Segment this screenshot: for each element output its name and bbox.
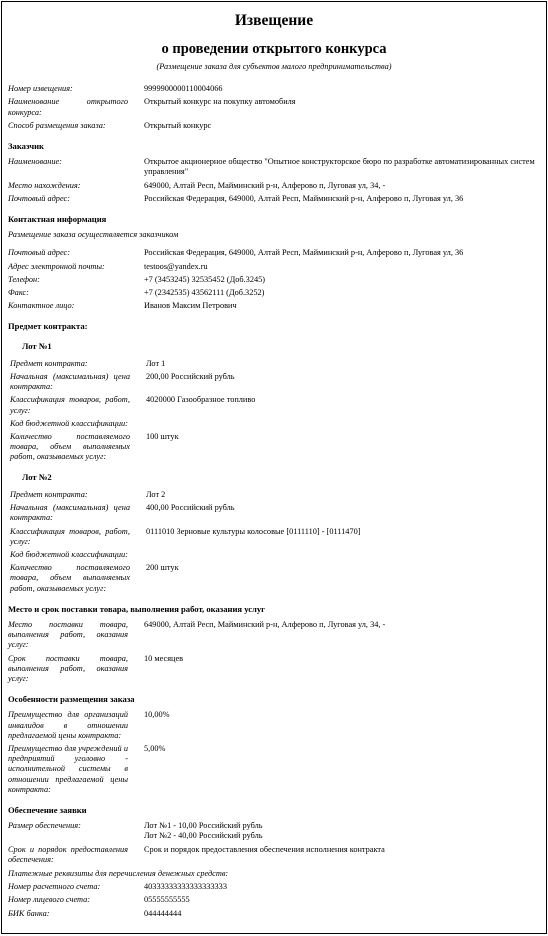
- field-label: Начальная (максимальная) цена контракта:: [10, 503, 130, 523]
- field-label: Телефон:: [8, 274, 40, 284]
- field-row-notice-number: [8, 84, 540, 94]
- field-label: Преимущество для организаций инвалидов в отношении предлагаемой цены контракта:: [8, 710, 128, 740]
- section-heading-delivery: Место и срок поставки товара, выполнения работ, оказания услуг: [8, 603, 266, 614]
- field-label: Способ размещения заказа:: [8, 120, 106, 130]
- field-row-customer-location: [8, 181, 540, 191]
- lot-1-price-row: [8, 372, 540, 392]
- field-label: Наименование:: [8, 157, 62, 167]
- field-row-delivery-term: [8, 654, 540, 685]
- payment-details-note: Платежные реквизиты для перечисления денежных средств:: [8, 868, 229, 878]
- document-title-line2: о проведении открытого конкурса: [161, 41, 387, 57]
- field-label: Факс:: [8, 288, 29, 298]
- security-size-line: Лот №1 - 10,00 Российский рубль: [144, 821, 263, 831]
- field-row-penal-preference: [8, 744, 540, 795]
- field-value: Открытый конкурс на покупку автомобиля: [144, 97, 296, 107]
- field-row-customer-postal: [8, 194, 540, 204]
- field-value: 9999900000110004066: [144, 84, 223, 94]
- field-label: Начальная (максимальная) цена контракта:: [10, 372, 130, 392]
- field-value: 044444444: [144, 908, 182, 918]
- lot-2-heading: Лот №2: [22, 471, 52, 482]
- field-label: Количество поставляемого товара, объем выполняемых работ, оказываемых услуг:: [10, 563, 130, 593]
- lot-2-subject-row: [8, 490, 540, 500]
- field-row-personal-account: [8, 895, 540, 905]
- field-value: Лот 1: [146, 358, 166, 368]
- field-value: [146, 419, 540, 429]
- field-label: Преимущество для учреждений и предприятий уголовно - исполнительной системы в отношении предлагаемой цены контракта:: [8, 743, 128, 794]
- field-label: Номер извещения:: [8, 84, 73, 94]
- field-label: Предмет контракта:: [10, 358, 88, 368]
- field-row-contact-phone: [8, 275, 540, 285]
- lot-1-subject-row: [8, 359, 540, 369]
- field-row-delivery-place: [8, 620, 540, 651]
- document-title: Извещение: [234, 12, 314, 29]
- lot-2-price-row: [8, 503, 540, 523]
- field-value: 4020000 Газообразное топливо: [146, 395, 256, 405]
- field-label: Классификация товаров, работ, услуг:: [10, 395, 130, 415]
- field-value: 100 штук: [146, 432, 179, 442]
- lot-1-quantity-row: [8, 432, 540, 463]
- field-label: Наименование открытого конкурса:: [8, 97, 128, 117]
- field-label: Срок и порядок предоставления обеспечения:: [8, 844, 128, 864]
- field-value: Срок и порядок предоставления обеспечения исполнения контракта: [144, 844, 385, 854]
- field-value: 649000, Алтай Респ, Майминский р-н, Алферово п, Луговая ул, 34, -: [144, 180, 386, 190]
- lot-1-budget-code-row: [8, 419, 540, 429]
- field-value: Российская Федерация, 649000, Алтай Респ, Майминский р-н, Алферово п, Луговая ул, 36: [144, 193, 464, 203]
- field-row-contact-postal: [8, 248, 540, 258]
- field-label: Номер лицевого счета:: [8, 895, 91, 905]
- field-value: 0111010 Зерновые культуры колосовые [0111110] - [0111470]: [146, 526, 361, 536]
- lot-2-budget-code-row: [8, 550, 540, 560]
- field-row-security-order: [8, 845, 540, 865]
- field-label: Место нахождения:: [8, 180, 81, 190]
- field-value: Российская Федерация, 649000, Алтай Респ, Майминский р-н, Алферово п, Луговая ул, 36: [144, 248, 464, 258]
- field-label: БИК банка:: [8, 908, 50, 918]
- field-row-contact-email: [8, 262, 540, 272]
- field-value: +7 (2342535) 43562111 (Доб.3252): [144, 288, 265, 298]
- section-heading-features: Особенности размещения заказа: [8, 694, 135, 705]
- field-value: 05555555555: [144, 895, 190, 905]
- field-label: Номер расчетного счета:: [8, 882, 101, 892]
- field-value: Открытый конкурс: [144, 120, 212, 130]
- field-value: [146, 550, 540, 560]
- field-value: 649000, Алтай Респ, Майминский р-н, Алферово п, Луговая ул, 34, -: [144, 619, 386, 629]
- field-label: Срок поставки товара, выполнения работ, оказания услуг:: [8, 653, 128, 683]
- field-value: Лот 2: [146, 489, 166, 499]
- section-heading-security: Обеспечение заявки: [8, 804, 87, 815]
- field-row-security-size: [8, 821, 540, 841]
- lot-1-classification-row: [8, 395, 540, 415]
- field-label: Адрес электронной почты:: [8, 261, 105, 271]
- lot-2-quantity-row: [8, 563, 540, 594]
- section-heading-contact: Контактная информация: [8, 214, 107, 225]
- section-heading-subject: Предмет контракта:: [8, 321, 88, 332]
- field-label: Предмет контракта:: [10, 489, 88, 499]
- field-row-contest-name: [8, 97, 540, 117]
- field-value: 10 месяцев: [144, 653, 184, 663]
- field-row-customer-name: [8, 157, 540, 177]
- field-row-placement-method: [8, 121, 540, 131]
- contact-note: Размещение заказа осуществляется заказчиком: [8, 230, 179, 240]
- field-label: Классификация товаров, работ, услуг:: [10, 526, 130, 546]
- field-label: Код бюджетной классификации:: [10, 549, 128, 559]
- field-label: Место поставки товара, выполнения работ, оказания услуг:: [8, 619, 128, 650]
- field-row-contact-person: [8, 301, 540, 311]
- notice-document: [1, 1, 547, 934]
- security-size-line: Лот №2 - 40,00 Российский рубль: [144, 831, 263, 841]
- field-value: 400,00 Российский рубль: [146, 503, 235, 513]
- field-value: 200,00 Российский рубль: [146, 372, 235, 382]
- field-label: Количество поставляемого товара, объем выполняемых работ, оказываемых услуг:: [10, 432, 130, 462]
- field-value: 200 штук: [146, 563, 179, 573]
- field-label: Контактное лицо:: [8, 301, 75, 311]
- lot-2-classification-row: [8, 527, 540, 547]
- lot-1-heading: Лот №1: [22, 340, 52, 351]
- field-row-bank-bik: [8, 909, 540, 919]
- field-label: Код бюджетной классификации:: [10, 418, 128, 428]
- field-value: 10,00%: [144, 710, 170, 720]
- field-value: +7 (3453245) 32535452 (Доб.3245): [144, 274, 266, 284]
- document-subtitle: (Размещение заказа для субъектов малого предпринимательства): [156, 62, 392, 71]
- field-label: Размер обеспечения:: [8, 821, 81, 831]
- section-heading-customer: Заказчик: [8, 141, 44, 152]
- field-row-settlement-account: [8, 882, 540, 892]
- field-value: 5,00%: [144, 743, 166, 753]
- field-row-contact-fax: [8, 288, 540, 298]
- field-value: 40333333333333333333: [144, 882, 227, 892]
- field-row-disabled-preference: [8, 710, 540, 741]
- field-label: Почтовый адрес:: [8, 248, 70, 258]
- field-label: Почтовый адрес:: [8, 193, 70, 203]
- field-value: Иванов Максим Петрович: [144, 301, 237, 311]
- field-value: testoos@yandex.ru: [144, 261, 208, 271]
- field-value: [144, 821, 540, 841]
- field-value: Открытое акционерное общество "Опытное конструкторское бюро по разработке автоматизированных систем управления": [144, 157, 535, 177]
